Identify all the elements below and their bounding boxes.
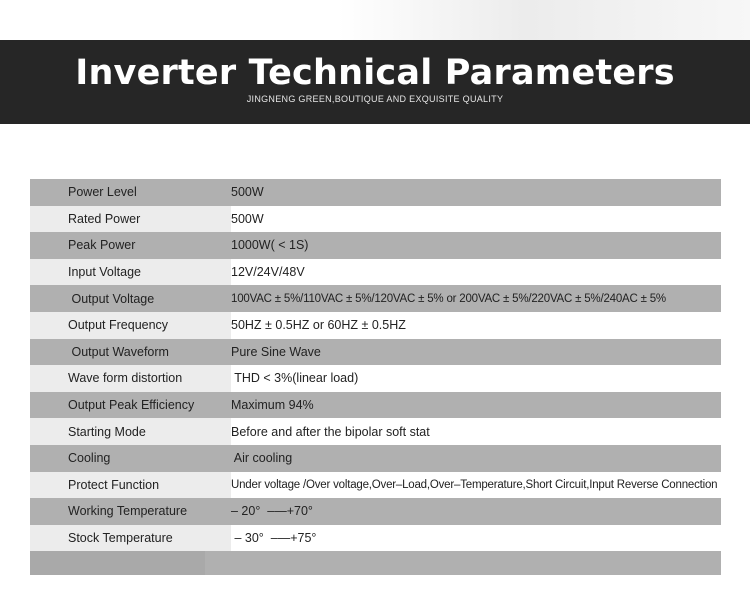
spec-row-stock-temperature: [30, 525, 721, 552]
spec-value: Air cooling: [231, 451, 293, 466]
spec-row-power-level: [30, 179, 721, 206]
spec-row-wave-distortion: [30, 365, 721, 392]
spec-value: – 20° –—+70°: [231, 504, 313, 519]
spec-label: Protect Function: [30, 472, 231, 499]
page-subtitle: JINGNENG GREEN,BOUTIQUE AND EXQUISITE QUALITY: [246, 94, 504, 104]
spec-row-output-voltage: [30, 285, 721, 312]
spec-value: 500W: [231, 211, 264, 226]
spec-label: Output Frequency: [30, 312, 231, 339]
spec-label: Cooling: [68, 451, 111, 466]
spec-value: 1000W( < 1S): [231, 238, 309, 253]
top-shade: [0, 0, 750, 40]
table-footer-left: [30, 551, 205, 575]
spec-row-rated-power: [30, 206, 721, 233]
spec-label: Wave form distortion: [30, 365, 231, 392]
page-title: Inverter Technical Parameters: [75, 53, 675, 93]
spec-label: Input Voltage: [30, 259, 231, 286]
spec-label: Output Waveform: [68, 344, 169, 359]
spec-value: Under voltage /Over voltage,Over–Load,Over–Temperature,Short Circuit,Input Reverse Connection: [231, 478, 718, 491]
spec-row-starting-mode: [30, 418, 721, 445]
spec-row-protect-function: [30, 472, 721, 499]
spec-label: Peak Power: [68, 238, 136, 253]
spec-label: Output Voltage: [68, 291, 155, 306]
spec-label: Output Peak Efficiency: [68, 398, 195, 413]
spec-value: 100VAC ± 5%/110VAC ± 5%/120VAC ± 5% or 200VAC ± 5%/220VAC ± 5%/240AC ± 5%: [231, 292, 666, 305]
spec-value: Pure Sine Wave: [231, 344, 321, 359]
header-banner: [0, 40, 750, 124]
spec-row-working-temperature: [30, 498, 721, 525]
spec-label: Starting Mode: [30, 418, 231, 445]
spec-row-peak-efficiency: [30, 392, 721, 419]
spec-label: Working Temperature: [68, 504, 188, 519]
spec-value: 50HZ ± 0.5HZ or 60HZ ± 0.5HZ: [231, 318, 406, 333]
spec-value: Maximum 94%: [231, 398, 314, 413]
spec-label: Rated Power: [30, 206, 231, 233]
spec-value: – 30° –—+75°: [231, 531, 317, 546]
spec-label: Power Level: [68, 185, 137, 200]
spec-row-input-voltage: [30, 259, 721, 286]
spec-label: Stock Temperature: [30, 525, 231, 552]
spec-value: 12V/24V/48V: [231, 265, 305, 280]
spec-table: [30, 179, 721, 575]
spec-row-output-waveform: [30, 339, 721, 366]
table-footer: [30, 551, 721, 575]
spec-row-output-frequency: [30, 312, 721, 339]
spec-value: 500W: [231, 185, 264, 200]
spec-row-peak-power: [30, 232, 721, 259]
spec-value: Before and after the bipolar soft stat: [231, 424, 430, 439]
spec-row-cooling: [30, 445, 721, 472]
spec-value: THD < 3%(linear load): [231, 371, 359, 386]
